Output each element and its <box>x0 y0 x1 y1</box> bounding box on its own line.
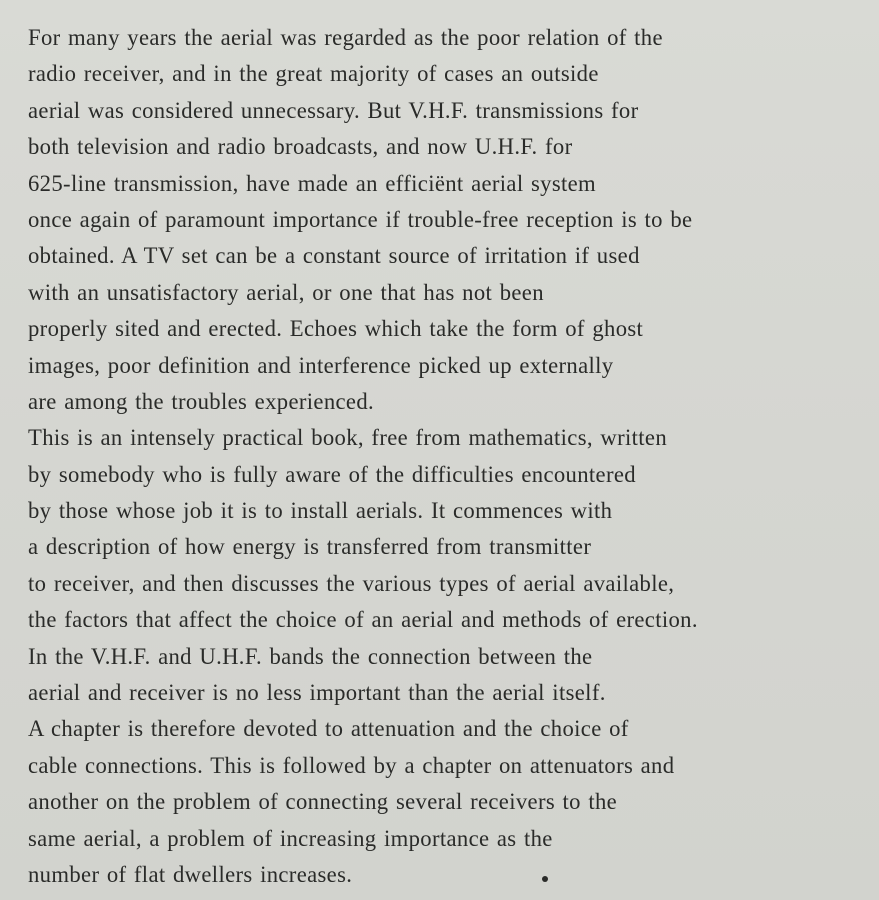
text-line: with an unsatisfactory aerial, or one that has not been <box>28 279 544 305</box>
text-line: images, poor definition and interference picked up externally <box>28 352 614 378</box>
text-line: radio receiver, and in the great majority of cases an outside <box>28 61 599 87</box>
text-line: cable connections. This is followed by a chapter on attenuators and <box>28 752 675 778</box>
blurb-text <box>28 20 879 893</box>
ink-speck <box>542 876 548 882</box>
text-line: obtained. A TV set can be a constant source of irritation if used <box>28 243 640 269</box>
text-line: In the V.H.F. and U.H.F. bands the connection between the <box>28 643 593 669</box>
text-line: another on the problem of connecting several receivers to the <box>28 789 618 815</box>
text-line: aerial and receiver is no less important than the aerial itself. <box>28 680 606 706</box>
text-line: the factors that affect the choice of an aerial and methods of erection. <box>28 607 698 633</box>
text-line: same aerial, a problem of increasing importance as the <box>28 825 553 851</box>
text-line: For many years the aerial was regarded as the poor relation of the <box>28 25 663 50</box>
text-line: A chapter is therefore devoted to attenuation and the choice of <box>28 716 629 742</box>
text-line: a description of how energy is transferred from transmitter <box>28 534 592 560</box>
text-line: to receiver, and then discusses the various types of aerial available, <box>28 570 675 596</box>
text-line: by somebody who is fully aware of the difficulties encountered <box>28 461 636 487</box>
text-line: once again of paramount importance if trouble-free reception is to be <box>28 206 693 232</box>
text-line: properly sited and erected. Echoes which take the form of ghost <box>28 316 644 342</box>
text-line: number of flat dwellers increases. <box>28 861 353 887</box>
text-line: both television and radio broadcasts, and now U.H.F. for <box>28 134 573 160</box>
text-line: by those whose job it is to install aerials. It commences with <box>28 498 613 524</box>
text-line: are among the troubles experienced. <box>28 388 375 414</box>
text-line: This is an intensely practical book, free from mathematics, written <box>28 425 668 451</box>
text-line: 625-line transmission, have made an efficiënt aerial system <box>28 170 597 196</box>
text-line: aerial was considered unnecessary. But V.H.F. transmissions for <box>28 97 639 123</box>
